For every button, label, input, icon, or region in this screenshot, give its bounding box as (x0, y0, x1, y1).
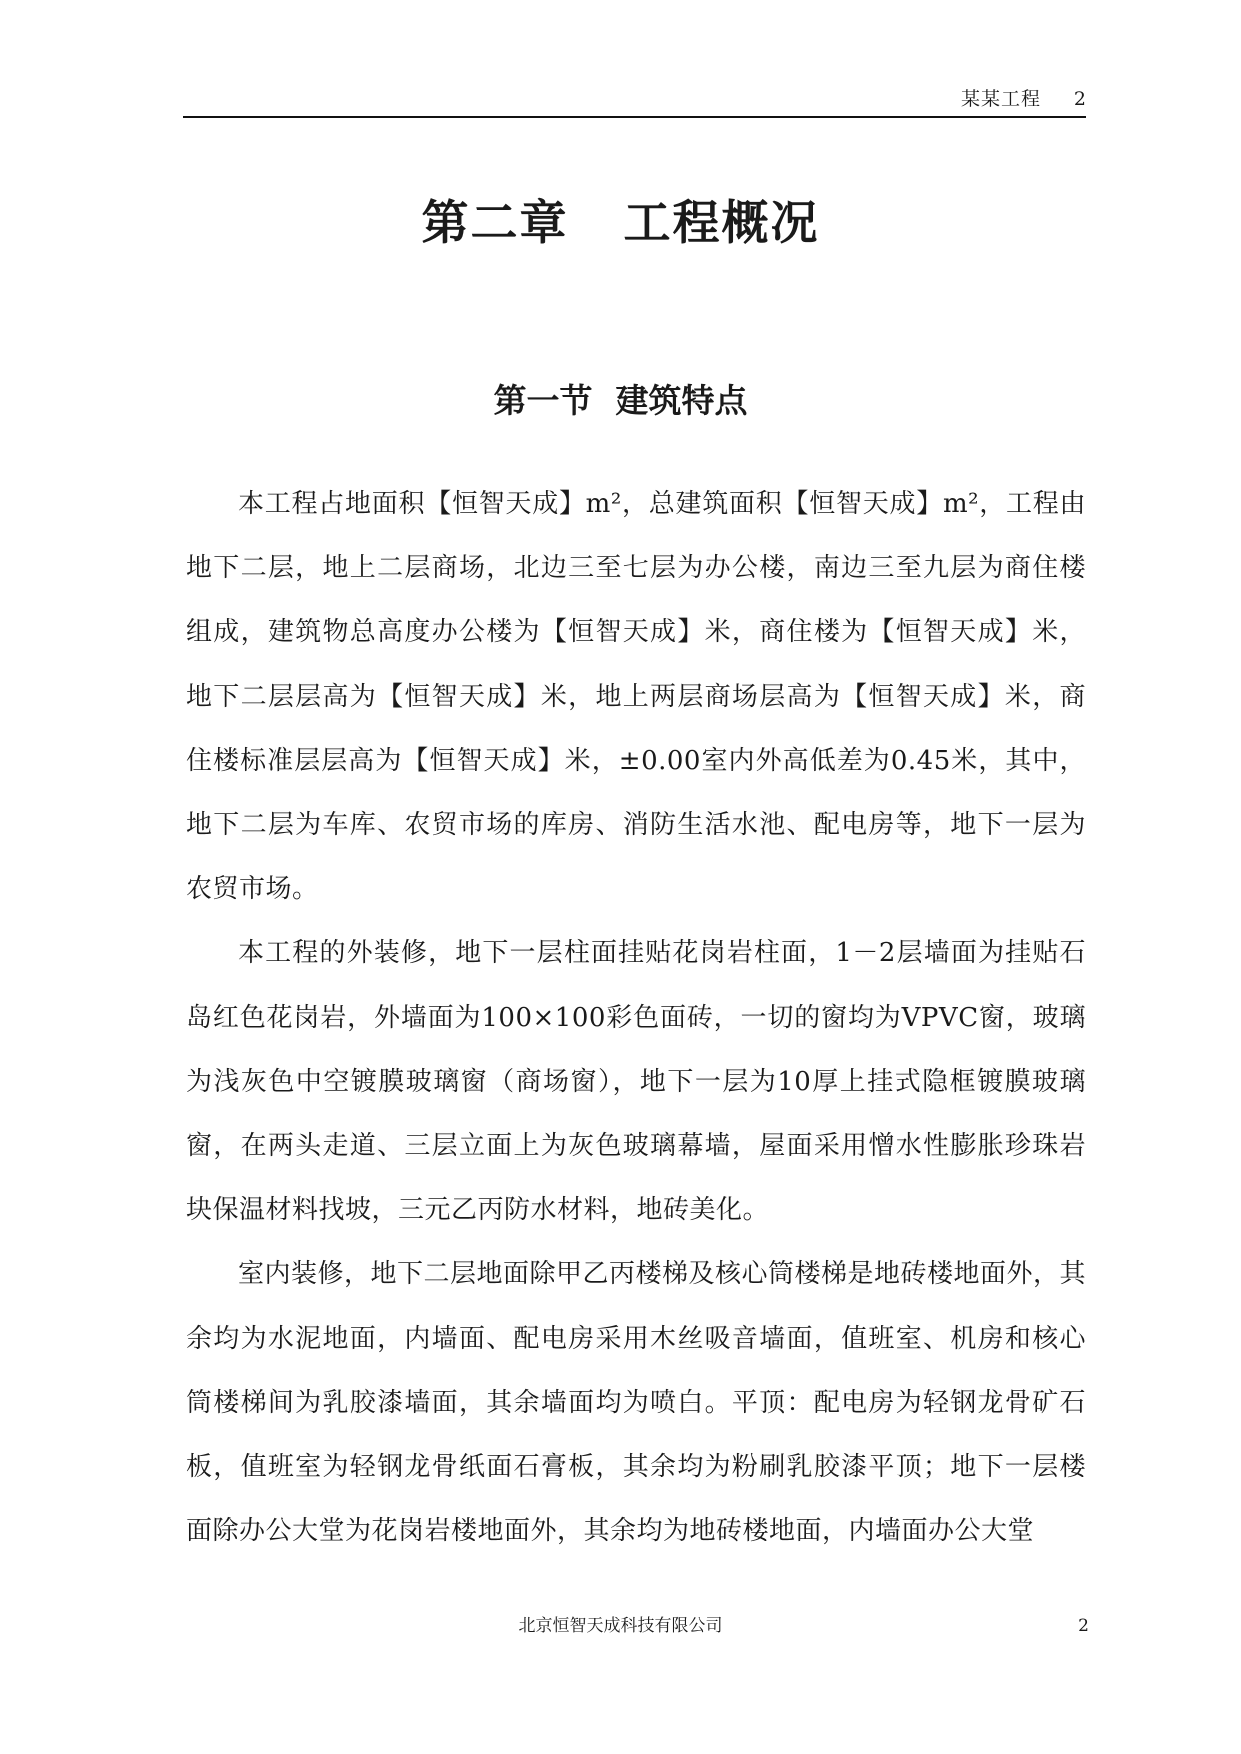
footer-company: 北京恒智天成科技有限公司 (518, 1616, 723, 1636)
paragraph-interior-finish: 室内装修，地下二层地面除甲乙丙楼梯及核心筒楼梯是地砖楼地面外，其余均为水泥地面，内墙面、配电房采用木丝吸音墙面，值班室、机房和核心筒楼梯间为乳胶漆墙面，其余墙面均为喷白。平顶：配电房为轻钢龙骨矿石板，值班室为轻钢龙骨纸面石膏板，其余均为粉刷乳胶漆平顶；地下一层楼面除办公大堂为花岗岩楼地面外，其余均为地砖楼地面，内墙面办公大堂 (186, 1259, 1087, 1547)
header-page-number: 2 (1073, 88, 1086, 110)
chapter-title: 第二章 工程概况 (421, 196, 820, 251)
page-header (183, 84, 1086, 118)
section-title: 第一节 建筑特点 (493, 381, 748, 420)
header-title: 某某工程 (960, 88, 1041, 110)
body-text (186, 472, 1086, 1563)
paragraph-building-overview: 本工程占地面积【恒智天成】m²，总建筑面积【恒智天成】m²，工程由地下二层，地上二层商场，北边三至七层为办公楼，南边三至九层为商住楼组成，建筑物总高度办公楼为【恒智天成】米，商住楼为【恒智天成】米，地下二层层高为【恒智天成】米，地上两层商场层高为【恒智天成】米，商住楼标准层层高为【恒智天成】米，±0.00室内外高低差为0.45米，其中，地下二层为车库、农贸市场的库房、消防生活水池、配电房等，地下一层为农贸市场。 (186, 489, 1086, 905)
footer-page-number: 2 (1078, 1616, 1089, 1636)
paragraph-exterior-finish: 本工程的外装修，地下一层柱面挂贴花岗岩柱面，1－2层墙面为挂贴石岛红色花岗岩，外墙面为100×100彩色面砖，一切的窗均为VPVC窗，玻璃为浅灰色中空镀膜玻璃窗（商场窗），地下一层为10厚上挂式隐框镀膜玻璃窗，在两头走道、三层立面上为灰色玻璃幕墙，屋面采用憎水性膨胀珍珠岩块保温材料找坡，三元乙丙防水材料，地砖美化。 (186, 938, 1086, 1226)
